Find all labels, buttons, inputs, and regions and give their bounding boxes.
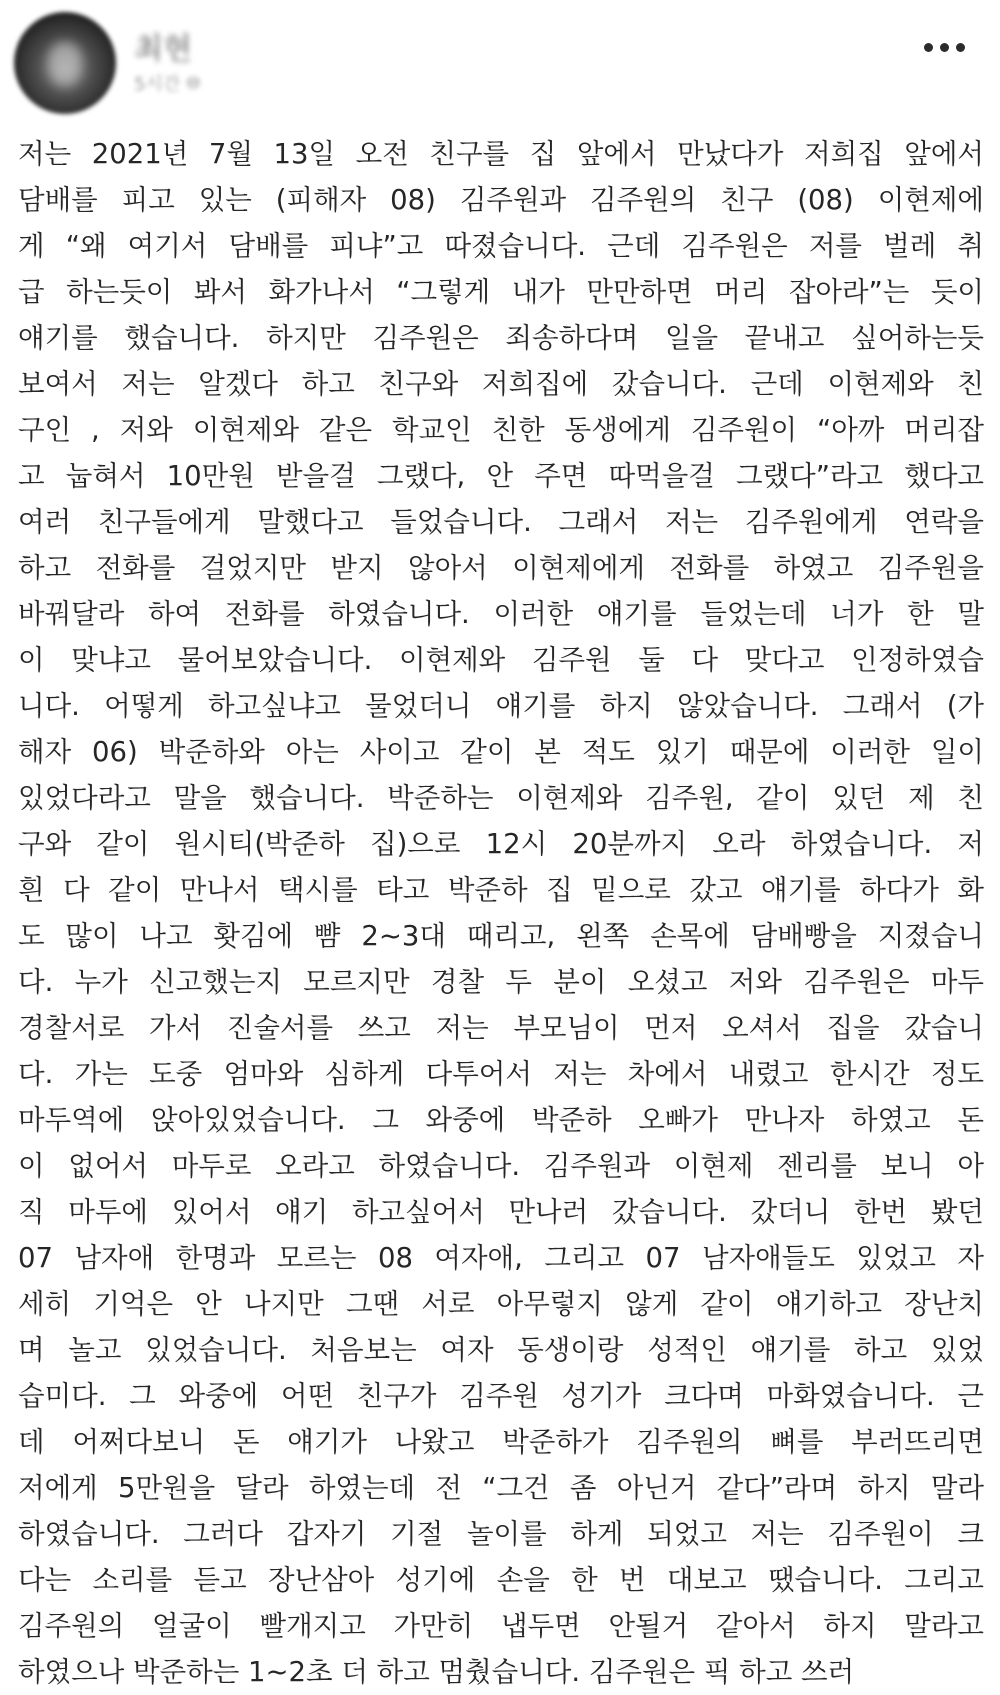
post-body-line: 하고 전화를 걸었지만 받지 않아서 이현제에게 전화를 하였고 김주원을 xyxy=(18,552,984,584)
post-body-line: 흰 다 같이 만나서 택시를 타고 박준하 집 밑으로 갔고 얘기를 하다가 화 xyxy=(18,874,984,906)
post-body-line: 김주원의 얼굴이 빨개지고 가만히 냅두면 안될거 같아서 하지 말라고 xyxy=(18,1610,984,1642)
post-body-line: 보여서 저는 알겠다 하고 친구와 저희집에 갔습니다. 근데 이현제와 친 xyxy=(18,368,984,400)
more-options-icon-dot xyxy=(956,43,965,52)
post-body-line: 습미다. 그 와중에 어떤 친구가 김주원 성기가 크다며 마화였습니다. 근 xyxy=(18,1380,984,1412)
post-body-line: 하였습니다. 그러다 갑자기 기절 놀이를 하게 되었고 저는 김주원이 크 xyxy=(18,1518,984,1550)
post-body-line: 저는 2021년 7월 13일 오전 친구를 집 앞에서 만났다가 저희집 앞에서 xyxy=(18,138,984,170)
post-body-line: 데 어쩌다보니 돈 얘기가 나왔고 박준하가 김주원의 뼈를 부러뜨리면 xyxy=(18,1426,984,1458)
globe-icon: 🌐︎ xyxy=(186,72,201,94)
post-body-line: 게 “왜 여기서 담배를 피냐”고 따졌습니다. 근데 김주원은 저를 벌레 취 xyxy=(18,230,984,262)
post-header xyxy=(0,0,1000,120)
post-timestamp[interactable]: 5시간 xyxy=(134,74,181,95)
post-body-line: 여러 친구들에게 말했다고 들었습니다. 그래서 저는 김주원에게 연락을 xyxy=(18,506,984,538)
post-body-line: 이 맞냐고 물어보았습니다. 이현제와 김주원 둘 다 맞다고 인정하였습 xyxy=(18,644,984,676)
post-body-line: 마두역에 앉아있었습니다. 그 와중에 박준하 오빠가 만나자 하였고 돈 xyxy=(18,1104,984,1136)
post-body-line: 다. 가는 도중 엄마와 심하게 다투어서 저는 차에서 내렸고 한시간 정도 xyxy=(18,1058,984,1090)
post-body-line: 하였으나 박준하는 1~2초 더 하고 멈췄습니다. 김주원은 픽 하고 쓰러 xyxy=(18,1656,855,1688)
post-body-line: 급 하는듯이 봐서 화가나서 “그렇게 내가 만만하면 머리 잡아라”는 듯이 xyxy=(18,276,984,308)
post-body-line: 다는 소리를 듣고 장난삼아 성기에 손을 한 번 대보고 땠습니다. 그리고 xyxy=(18,1564,984,1596)
post-meta xyxy=(134,70,201,96)
more-options-icon-dot xyxy=(940,43,949,52)
more-options-icon xyxy=(924,43,933,52)
post-body-line: 07 남자애 한명과 모르는 08 여자애, 그리고 07 남자애들도 있었고 자 xyxy=(18,1242,984,1274)
post-body-line: 도 많이 나고 홧김에 뺨 2~3대 때리고, 왼쪽 손목에 담배빵을 지졌습니 xyxy=(18,920,984,952)
post-body-line: 담배를 피고 있는 (피해자 08) 김주원과 김주원의 친구 (08) 이현제에 xyxy=(18,184,984,216)
post-body-line: 바꿔달라 하여 전화를 하였습니다. 이러한 얘기를 들었는데 너가 한 말 xyxy=(18,598,984,630)
post-body-line: 며 놀고 있었습니다. 처음보는 여자 동생이랑 성적인 얘기를 하고 있었 xyxy=(18,1334,984,1366)
post-body-line: 직 마두에 있어서 얘기 하고싶어서 만나러 갔습니다. 갔더니 한번 봤던 xyxy=(18,1196,984,1228)
post-body-line: 경찰서로 가서 진술서를 쓰고 저는 부모님이 먼저 오셔서 집을 갔습니 xyxy=(18,1012,984,1044)
post-body-line: 다. 누가 신고했는지 모르지만 경찰 두 분이 오셨고 저와 김주원은 마두 xyxy=(18,966,984,998)
author-name[interactable]: 최현 xyxy=(134,32,192,67)
post-body-line: 세히 기억은 안 나지만 그땐 서로 아무렇지 않게 같이 얘기하고 장난치 xyxy=(18,1288,984,1320)
post-body-line: 니다. 어떻게 하고싶냐고 물었더니 얘기를 하지 않았습니다. 그래서 (가 xyxy=(18,690,984,722)
post-body-line: 구와 같이 원시티(박준하 집)으로 12시 20분까지 오라 하였습니다. 저 xyxy=(18,828,984,860)
post-body-line: 구인 , 저와 이현제와 같은 학교인 친한 동생에게 김주원이 “아까 머리잡 xyxy=(18,414,984,446)
post-body-line: 이 없어서 마두로 오라고 하였습니다. 김주원과 이현제 젠리를 보니 아 xyxy=(18,1150,984,1182)
post-body-line: 얘기를 했습니다. 하지만 김주원은 죄송하다며 일을 끝내고 싶어하는듯 xyxy=(18,322,984,354)
post-body-text xyxy=(18,131,984,1695)
post-body-line: 해자 06) 박준하와 아는 사이고 같이 본 적도 있기 때문에 이러한 일이 xyxy=(18,736,984,768)
post-body-line: 저에게 5만원을 달라 하였는데 전 “그건 좀 아닌거 같다”라며 하지 말라 xyxy=(18,1472,984,1504)
post-body-line: 있었다라고 말을 했습니다. 박준하는 이현제와 김주원, 같이 있던 제 친 xyxy=(18,782,984,814)
avatar[interactable] xyxy=(14,12,116,114)
more-options-button[interactable] xyxy=(916,32,972,62)
post-body-line: 고 눕혀서 10만원 받을걸 그랬다, 안 주면 따먹을걸 그랬다”라고 했다고 xyxy=(18,460,984,492)
